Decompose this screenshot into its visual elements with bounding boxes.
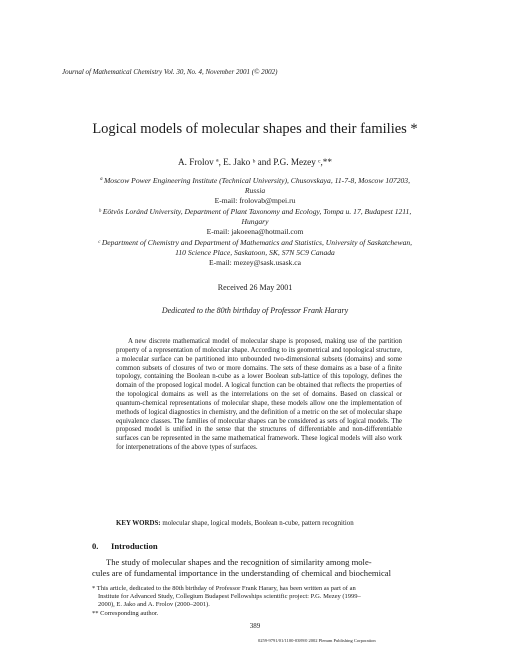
affiliation-b: [80, 207, 430, 226]
email-b: E-mail: jakoeena@hotmail.com: [206, 227, 304, 236]
footnote-star-line3: 2000), E. Jako and A. Frolov (2000–2001).: [98, 601, 210, 609]
intro-line1: The study of molecular shapes and the recognition of similarity among mole-: [106, 557, 372, 567]
intro-paragraph: [92, 557, 418, 579]
intro-line2: cules are of fundamental importance in the understanding of chemical and biochemical: [92, 568, 391, 578]
affiliation-a-line2: Russia: [244, 185, 266, 195]
affiliation-b-line1: ᵇ Eötvös Loránd University, Department of Plant Taxonomy and Ecology, Tompa u. 17, Budapest 1211,: [98, 207, 412, 216]
affiliation-a: [80, 176, 430, 195]
footnote-corresponding: ** Corresponding author.: [92, 609, 159, 617]
abstract-text: A new discrete mathematical model of molecular shape is proposed, making use of the partition property of a representation of molecular shape. According to its geometrical and topological structure, a molecular surface can be partitioned into unbounded two-dimensional subsets (domains) and some common subsets of closures of two or more domains. The sets of these domains as a base of a finite topology, containing the Boolean n-cube as a lower Boolean sub-lattice of this topology, defines the domain of the proposed logical model. A logical function can be obtained that reflects the properties of the topological domains as well as the interrelations on the set of domains. Based on classical or quantum-chemical representations of molecular shape, these models allow one the implementation of methods of logical diagnostics in chemistry, and the definition of a metric on the set of molecular shape equivalence classes. The families of molecular shapes can be considered as sets of logical models. The proposed model is unified in the sense that the structures of differentiable and non-differentiable surfaces can be represented in the same mathematical framework. These logical models will also work for interpenetrations of the above types of surfaces.: [116, 338, 402, 452]
footnotes: [92, 585, 418, 618]
journal-header: Journal of Mathematical Chemistry Vol. 30, No. 4, November 2001 (© 2002): [62, 68, 278, 76]
affiliation-c: [80, 238, 430, 257]
footnote-star-line2: Institute for Advanced Study, Collegium Budapest Fellowships scientific project: P.G. Mezey (1999–: [98, 593, 361, 601]
footnote-star: * This article, dedicated to the 80th birthday of Professor Frank Harary, has been written as part of an: [92, 585, 356, 592]
section-title: Introduction: [111, 541, 158, 551]
keywords-label: KEY WORDS:: [116, 520, 161, 527]
abstract: [116, 338, 402, 453]
email-c: E-mail: mezey@sask.usask.ca: [209, 258, 301, 267]
section-heading: [92, 541, 158, 551]
keywords-text: molecular shape, logical models, Boolean n-cube, pattern recognition: [160, 520, 354, 527]
affiliation-c-line1: ᶜ Department of Chemistry and Department of Mathematics and Statistics, University of Saskatchewan,: [97, 238, 413, 247]
keywords: [116, 520, 416, 527]
page-number: 389: [249, 622, 261, 630]
received-date: Received 26 May 2001: [217, 283, 293, 292]
paper-title: Logical models of molecular shapes and their families *: [92, 121, 418, 137]
copyright-line: 0259-9791/01/1100-0389/0 2002 Plenum Publishing Corporation: [258, 638, 376, 643]
affiliation-c-line2: 110 Science Place, Saskatoon, SK, S7N 5C9 Canada: [175, 247, 335, 257]
affiliation-a-line1: ª Moscow Power Engineering Institute (Technical University), Chusovskaya, 11-7-8, Moscow 107203,: [99, 176, 410, 185]
affiliation-b-line2: Hungary: [241, 216, 269, 226]
author-list: A. Frolov ª, E. Jako ᵇ and P.G. Mezey ᶜ,**: [178, 157, 332, 167]
email-a: E-mail: frolovab@mpei.ru: [214, 196, 296, 205]
section-number: 0.: [92, 541, 99, 551]
dedication: Dedicated to the 80th birthday of Professor Frank Harary: [161, 306, 349, 315]
